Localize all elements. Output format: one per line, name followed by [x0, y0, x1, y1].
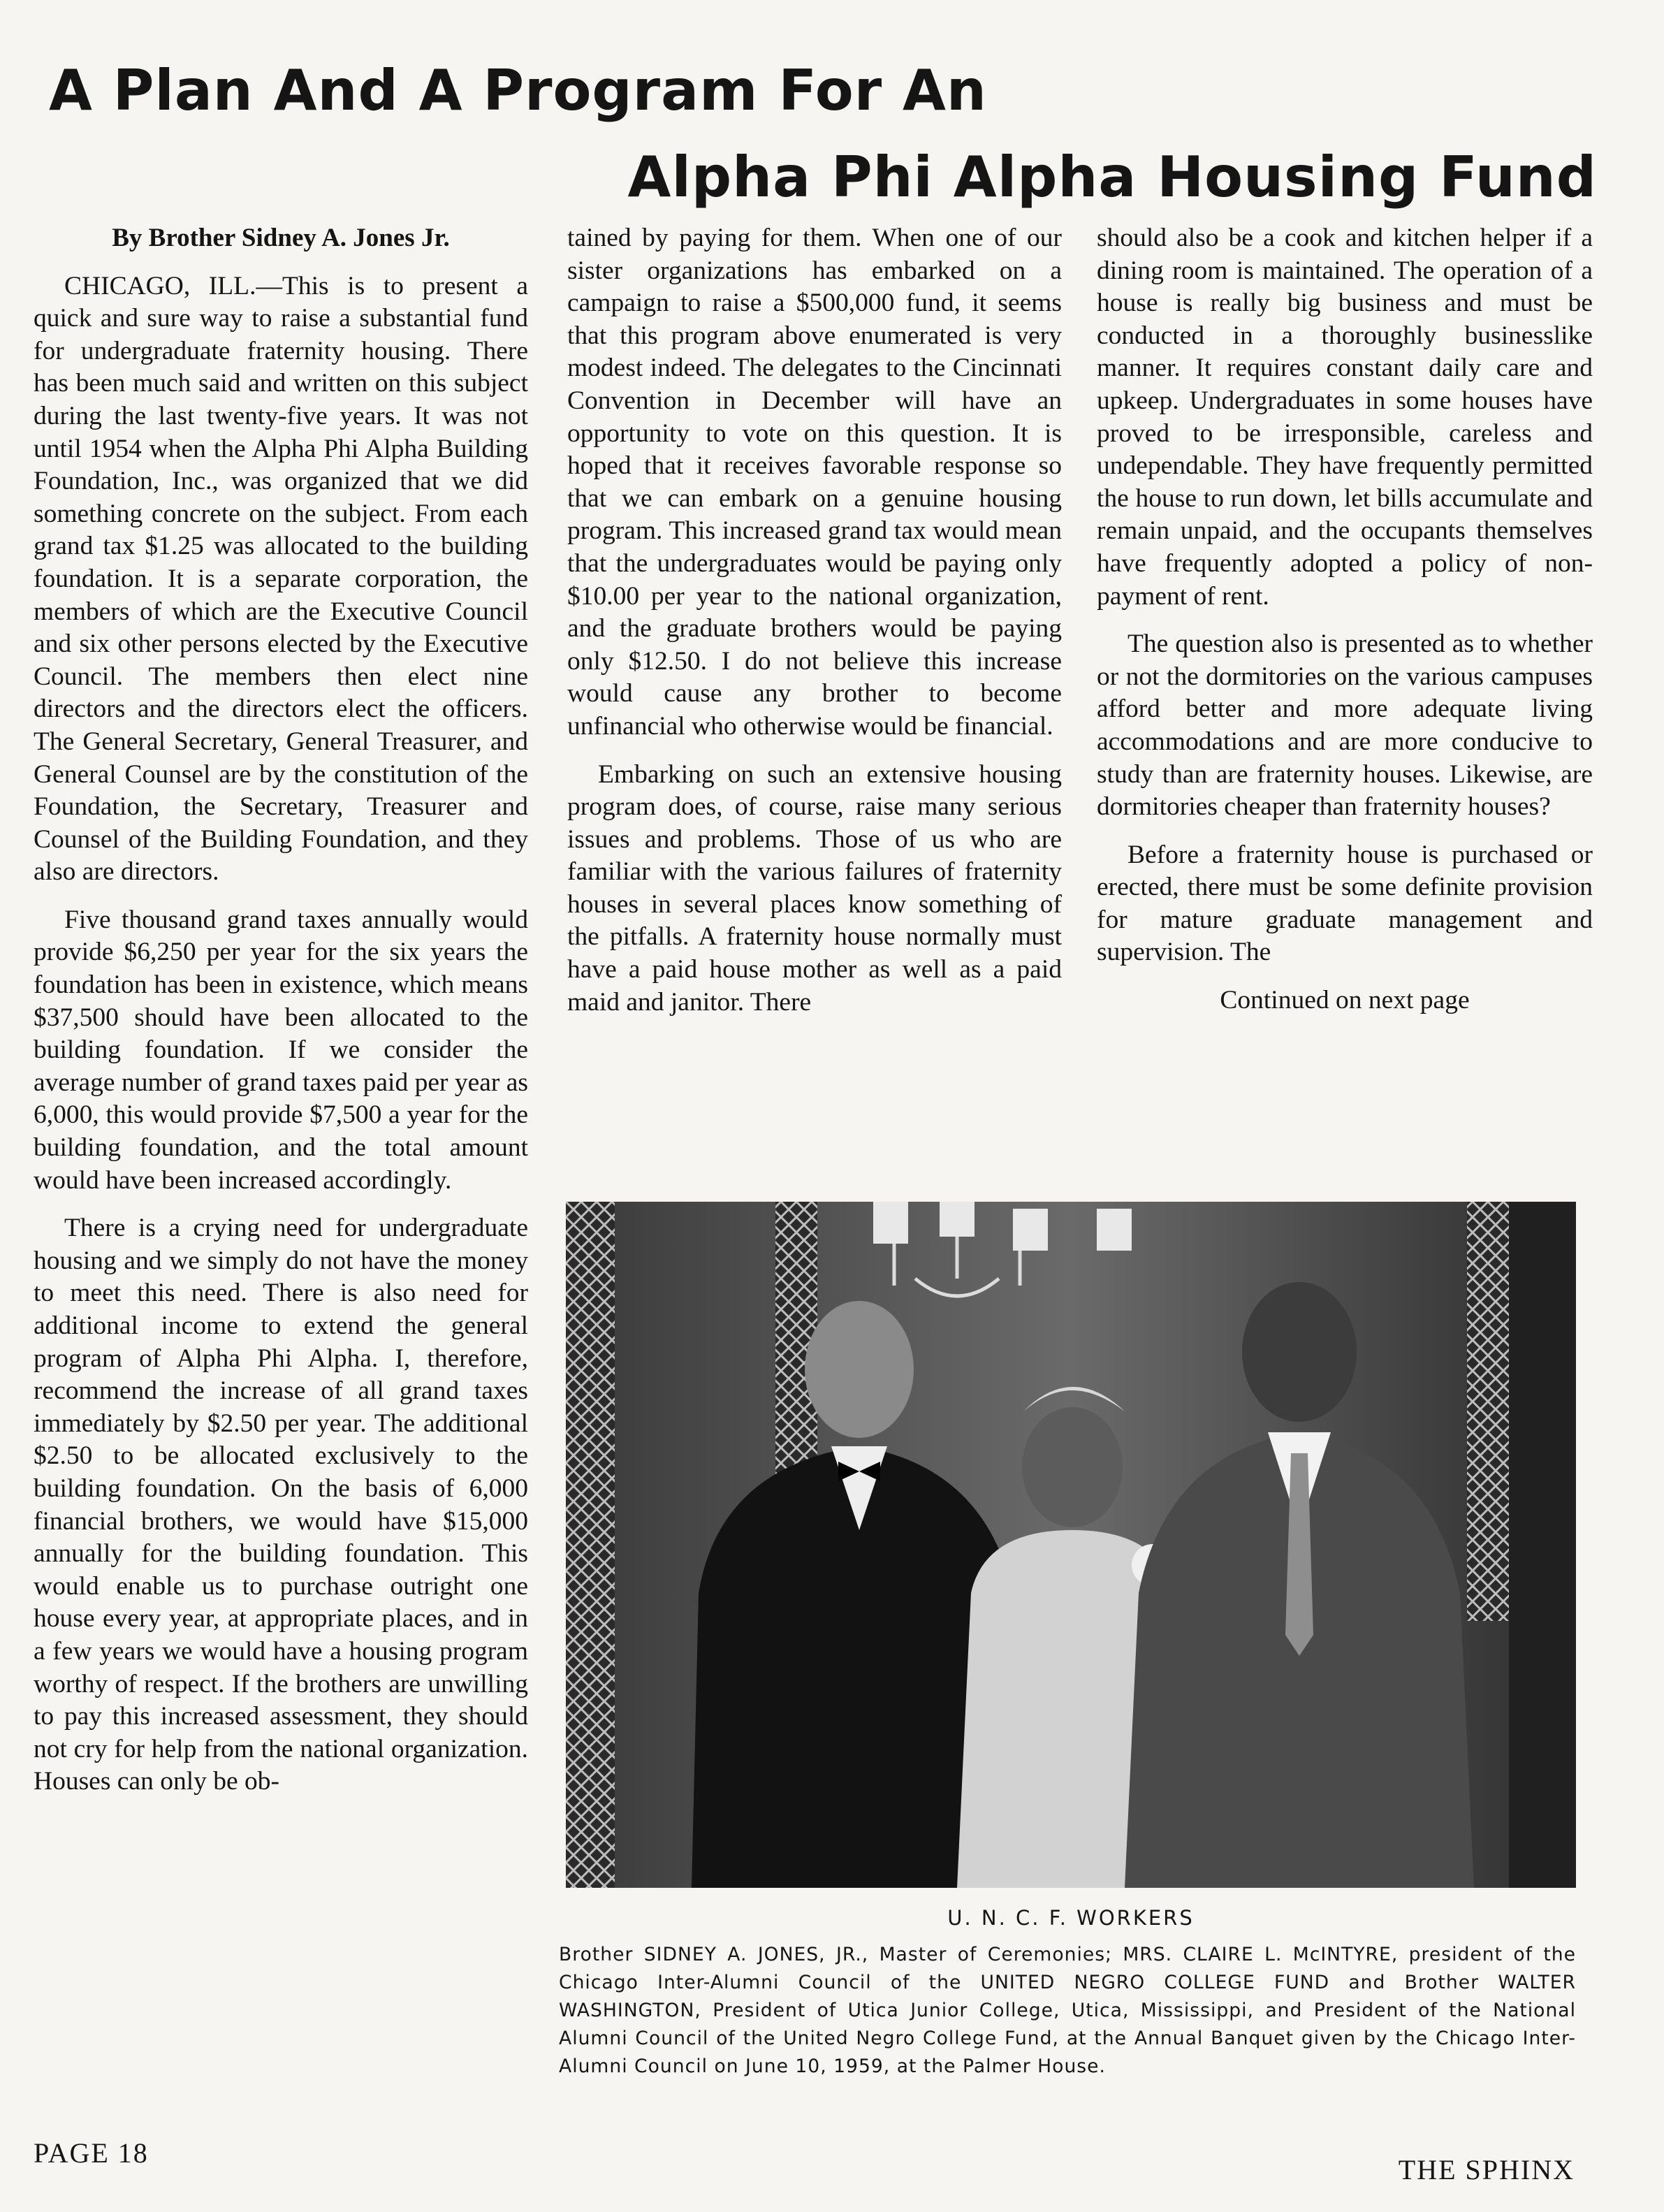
- paragraph: Five thousand grand taxes annually would provide $6,250 per year for the six years the foundation has been in existence, which means $37,500 should have been allocated to the building foundation. If we consider the average number of grand taxes paid per year as 6,000, this would provide $7,500 a year for the building foundation, and the total amount would have been increased accordingly.: [34, 905, 528, 1195]
- paragraph: CHICAGO, ILL.—This is to present a quick and sure way to raise a substantial fund for undergraduate fraternity housing. There has been much said and written on this subject during the last twenty-five years. It was not until 1954 when the Alpha Phi Alpha Building Foundation, Inc., was organized that we did something concrete on the subject. From each grand tax $1.25 was allocated to the building foundation. It is a separate corporation, the members of which are the Executive Council and six other persons elected by the Executive Council. The members then elect nine directors and the directors elect the officers. The General Secretary, General Treasurer, and General Counsel are by the constitution of the Foundation, the Secretary, Treasurer and Counsel of the Building Foundation, and they also are directors.: [34, 271, 528, 887]
- article-column-3: [1097, 222, 1593, 1033]
- paragraph: Before a fraternity house is purchased or erected, there must be some definite provision for mature graduate management and supervision. The: [1097, 840, 1593, 967]
- page-number: PAGE 18: [34, 2137, 149, 2169]
- paragraph: The question also is presented as to whether or not the dormitories on the various campuses afford better and more adequate living accommodations and are more conducive to study than are fraternity houses. Likewise, are dormitories cheaper than fraternity houses?: [1097, 630, 1593, 822]
- group-photo: [566, 1202, 1576, 1888]
- group-photo-image: [566, 1202, 1576, 1888]
- paragraph: tained by paying for them. When one of our sister organizations has embarked on a campaign to raise a $500,000 fund, it seems that this program above enumerated is very modest indeed. The delegates to the Cincinnati Convention in December will have an opportunity to vote on this question. It is hoped that it receives favorable response so that we can embark on a genuine housing program. This increased grand tax would mean that the undergraduates would be paying only $10.00 per year to the national organization, and the graduate brothers would be paying only $12.50. I do not believe this increase would cause any brother to become unfinancial who otherwise would be financial.: [567, 224, 1062, 741]
- article-column-1: [34, 222, 528, 1814]
- byline: By Brother Sidney A. Jones Jr.: [112, 224, 450, 252]
- paragraph: Embarking on such an extensive housing program does, of course, raise many serious issues and problems. Those of us who are familiar with the various failures of fraternity houses in several places know something of the pitfalls. A fraternity house normally must have a paid house mother as well as a paid maid and janitor. There: [567, 759, 1062, 1017]
- continued-note: Continued on next page: [1220, 986, 1470, 1015]
- paragraph: should also be a cook and kitchen helper if a dining room is maintained. The operation of a house is really big business and must be conducted in a thoroughly businesslike manner. It requires constant daily care and upkeep. Undergraduates in some houses have proved to be irresponsible, careless and undependable. They have frequently permitted the house to run down, let bills accumulate and remain unpaid, and the occupants themselves have frequently adopted a policy of non-payment of rent.: [1097, 224, 1593, 611]
- paragraph: There is a crying need for undergraduate housing and we simply do not have the money to meet this need. There is also need for additional income to extend the general program of Alpha Phi Alpha. I, therefore, recommend the increase of all grand taxes immediately by $2.50 per year. The additional $2.50 to be allocated exclusively to the building foundation. On the basis of 6,000 financial brothers, we would have $15,000 annually for the building foundation. This would enable us to purchase outright one house every year, at appropriate places, and in a few years we would have a housing program worthy of respect. If the brothers are unwilling to pay this increased assessment, they should not cry for help from the national organization. Houses can only be ob-: [34, 1214, 528, 1796]
- publication-name: THE SPHINX: [1398, 2154, 1575, 2185]
- article-title-line1: A Plan And A Program For An: [49, 58, 987, 123]
- caption-title: U. N. C. F. WORKERS: [947, 1906, 1195, 1930]
- photo-caption: Brother SIDNEY A. JONES, JR., Master of Ceremonies; MRS. CLAIRE L. McINTYRE, president of the Chicago Inter-Alumni Council of the UNITED NEGRO COLLEGE FUND and Brother WALTER WASHINGTON, President of Utica Junior College, Utica, Mississippi, and President of the National Alumni Council of the United Negro College Fund, at the Annual Banquet given by the Chicago Inter-Alumni Council on June 10, 1959, at the Palmer House.: [559, 1944, 1576, 2077]
- article-title-line2: Alpha Phi Alpha Housing Fund: [627, 145, 1597, 210]
- article-column-2: [567, 222, 1062, 1034]
